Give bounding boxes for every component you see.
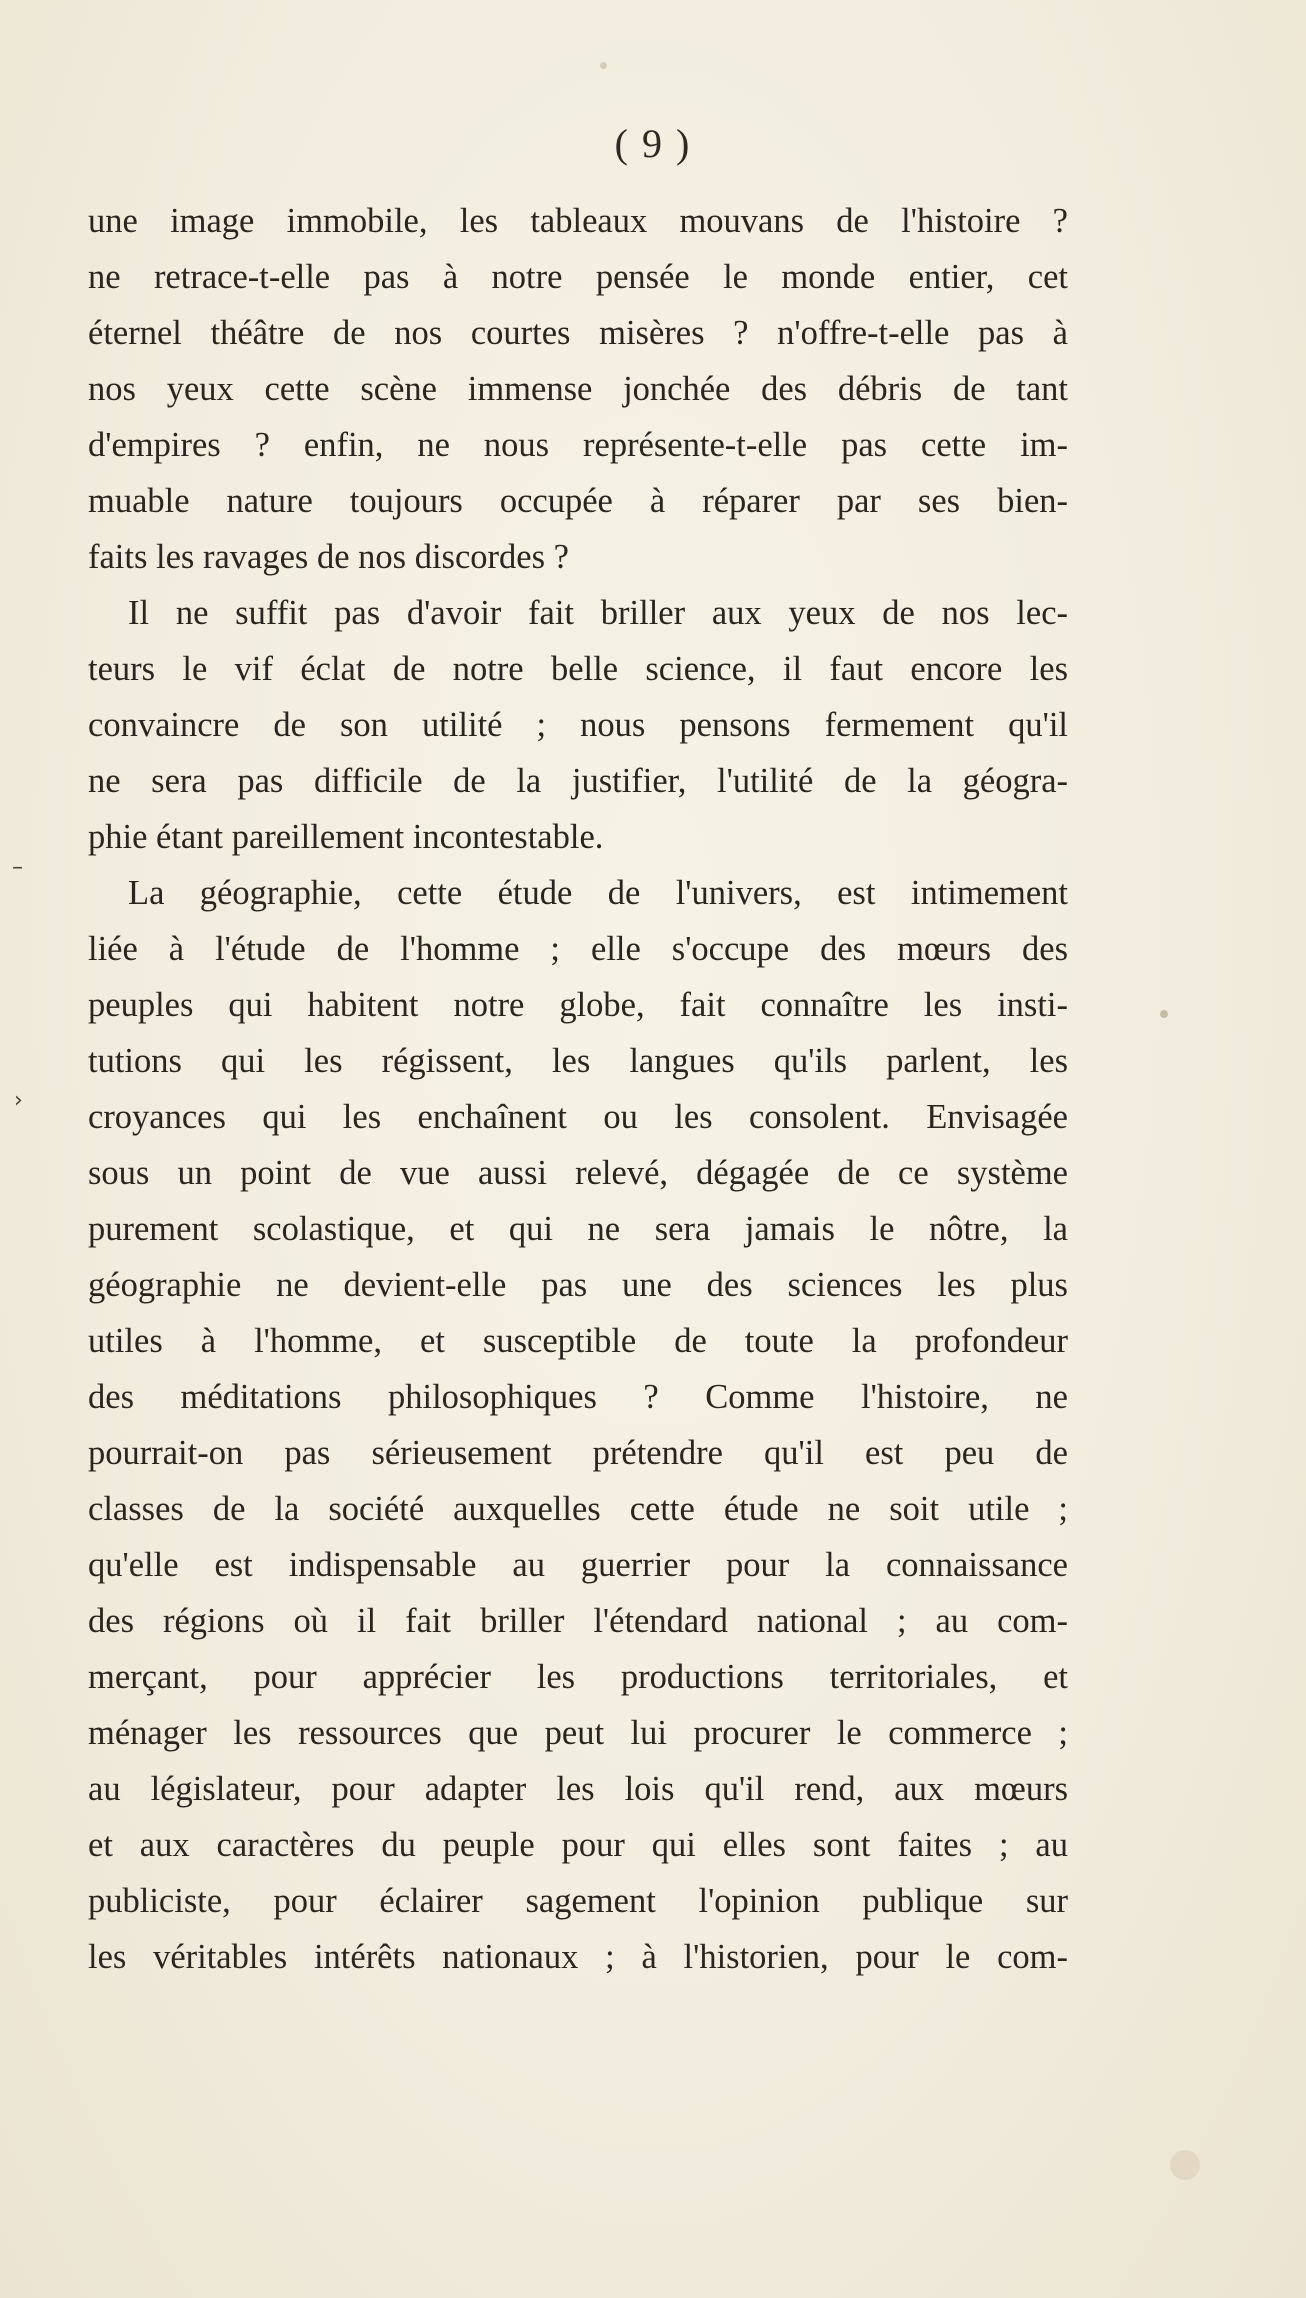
text-line: classes de la société auxquelles cette étude ne soit utile ; [88,1490,1068,1528]
paper-speck [1170,2150,1200,2180]
text-line: teurs le vif éclat de notre belle science, il faut encore les [88,650,1068,688]
text-line: publiciste, pour éclairer sagement l'opinion publique sur [88,1882,1068,1920]
text-line: faits les ravages de nos discordes ? [88,538,569,576]
text-line: et aux caractères du peuple pour qui elles sont faites ; au [88,1826,1068,1864]
text-line: ne sera pas difficile de la justifier, l'utilité de la géogra- [88,762,1068,800]
text-line: muable nature toujours occupée à réparer par ses bien- [88,482,1068,520]
paper-speck [600,62,607,69]
text-line: merçant, pour apprécier les productions territoriales, et [88,1658,1068,1696]
text-line: croyances qui les enchaînent ou les consolent. Envisagée [88,1098,1068,1136]
text-line: peuples qui habitent notre globe, fait connaître les insti- [88,986,1068,1024]
margin-mark: – [12,855,23,880]
text-line: une image immobile, les tableaux mouvans de l'histoire ? [88,202,1068,240]
margin-mark: › [14,1088,23,1113]
body-text [88,193,1068,1985]
text-line: éternel théâtre de nos courtes misères ? n'offre-t-elle pas à [88,314,1068,352]
text-line: liée à l'étude de l'homme ; elle s'occupe des mœurs des [88,930,1068,968]
text-line: qu'elle est indispensable au guerrier pour la connaissance [88,1546,1068,1584]
text-line: des méditations philosophiques ? Comme l'histoire, ne [88,1378,1068,1416]
text-line: au législateur, pour adapter les lois qu'il rend, aux mœurs [88,1770,1068,1808]
text-line: purement scolastique, et qui ne sera jamais le nôtre, la [88,1210,1068,1248]
text-line: tutions qui les régissent, les langues qu'ils parlent, les [88,1042,1068,1080]
text-line: convaincre de son utilité ; nous pensons fermement qu'il [88,706,1068,744]
text-line: nos yeux cette scène immense jonchée des débris de tant [88,370,1068,408]
text-line: géographie ne devient-elle pas une des sciences les plus [88,1266,1068,1304]
paper-speck [1160,1010,1168,1018]
text-line: phie étant pareillement incontestable. [88,818,604,856]
text-line: les véritables intérêts nationaux ; à l'historien, pour le com- [88,1938,1068,1976]
text-line: sous un point de vue aussi relevé, dégagée de ce système [88,1154,1068,1192]
text-line: ne retrace-t-elle pas à notre pensée le monde entier, cet [88,258,1068,296]
text-line: ménager les ressources que peut lui procurer le commerce ; [88,1714,1068,1752]
text-line: pourrait-on pas sérieusement prétendre qu'il est peu de [88,1434,1068,1472]
text-line: des régions où il fait briller l'étendard national ; au com- [88,1602,1068,1640]
page-number: ( 9 ) [614,121,692,166]
text-line: La géographie, cette étude de l'univers, est intimement [128,874,1068,912]
text-line: utiles à l'homme, et susceptible de toute la profondeur [88,1322,1068,1360]
text-line: d'empires ? enfin, ne nous représente-t-elle pas cette im- [88,426,1068,464]
text-line: Il ne suffit pas d'avoir fait briller aux yeux de nos lec- [128,594,1068,632]
